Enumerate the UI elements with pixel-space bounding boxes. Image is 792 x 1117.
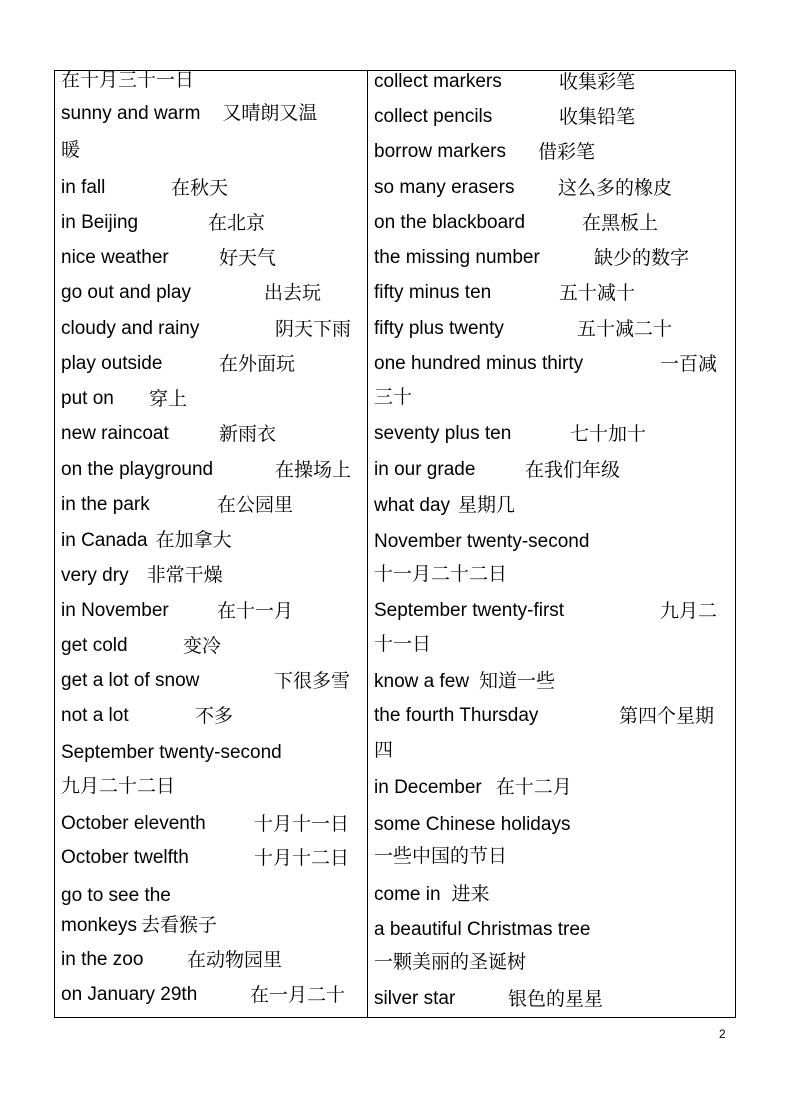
chinese-translation: 在加拿大 <box>155 529 232 551</box>
english-phrase: on the blackboard <box>374 212 526 233</box>
english-phrase: nice weather <box>61 247 169 268</box>
english-phrase: on the playground <box>61 459 214 480</box>
chinese-translation: 在北京 <box>208 212 266 234</box>
table-row <box>374 211 735 235</box>
english-phrase: in fall <box>61 177 106 198</box>
english-phrase: monkeys <box>61 915 138 936</box>
chinese-translation: 下很多雪 <box>274 670 351 692</box>
chinese-translation: 七十加十 <box>570 423 647 445</box>
chinese-translation: 五十减二十 <box>577 318 673 340</box>
english-phrase: October eleventh <box>61 813 206 834</box>
table-row <box>374 493 735 518</box>
english-phrase: one hundred minus thirty <box>374 353 584 374</box>
chinese-translation: 穿上 <box>149 388 188 410</box>
chinese-translation: 在秋天 <box>171 177 229 199</box>
english-phrase: collect pencils <box>374 106 493 127</box>
english-phrase: September twenty-second <box>61 742 282 763</box>
left-column <box>55 71 368 1017</box>
chinese-translation: 三十 <box>374 386 413 408</box>
chinese-translation: 第四个星期 <box>619 705 715 727</box>
table-row <box>61 68 367 93</box>
table-row <box>374 775 735 800</box>
table-row <box>61 812 367 836</box>
english-phrase: in our grade <box>374 459 476 480</box>
table-row <box>61 740 367 765</box>
english-phrase: go out and play <box>61 282 191 303</box>
table-row <box>374 917 735 942</box>
chinese-translation: 不多 <box>195 705 234 727</box>
english-phrase: September twenty-first <box>374 600 565 621</box>
english-phrase: seventy plus ten <box>374 423 512 444</box>
english-phrase: in the zoo <box>61 949 144 970</box>
table-row <box>374 599 735 623</box>
english-phrase: go to see the <box>61 885 171 906</box>
chinese-translation: 九月二 <box>660 600 718 622</box>
table-row <box>374 246 735 270</box>
english-phrase: some Chinese holidays <box>374 814 571 835</box>
english-phrase: in the park <box>61 494 150 515</box>
chinese-translation: 变冷 <box>183 635 222 657</box>
table-row <box>61 101 367 126</box>
chinese-translation: 知道一些 <box>479 670 556 692</box>
english-phrase: the missing number <box>374 247 540 268</box>
table-row <box>374 812 735 837</box>
english-phrase: borrow markers <box>374 141 506 162</box>
english-phrase: new raincoat <box>61 423 169 444</box>
table-row <box>61 176 367 200</box>
english-phrase: the fourth Thursday <box>374 705 539 726</box>
chinese-translation: 四 <box>374 739 394 761</box>
table-row <box>374 385 735 410</box>
table-row <box>61 493 367 517</box>
chinese-translation: 在黑板上 <box>582 212 659 234</box>
table-row <box>61 563 367 588</box>
english-phrase: know a few <box>374 671 470 692</box>
table-row <box>374 281 735 305</box>
table-row <box>374 632 735 657</box>
table-row <box>374 882 735 907</box>
table-row <box>374 140 735 164</box>
table-row <box>374 704 735 728</box>
right-column <box>368 71 735 1017</box>
english-phrase: fifty plus twenty <box>374 318 504 339</box>
table-row <box>61 246 367 270</box>
chinese-translation: 一颗美丽的圣诞树 <box>374 951 527 973</box>
table-row <box>61 422 367 446</box>
chinese-translation: 在一月二十 <box>250 984 346 1006</box>
english-phrase: sunny and warm <box>61 103 201 124</box>
chinese-translation: 这么多的橡皮 <box>558 177 673 199</box>
chinese-translation: 收集彩笔 <box>559 71 636 93</box>
table-row <box>374 738 735 763</box>
table-row <box>374 352 735 376</box>
chinese-translation: 出去玩 <box>264 282 322 304</box>
table-row <box>61 983 367 1007</box>
chinese-translation: 在十二月 <box>495 776 572 798</box>
table-row <box>374 105 735 129</box>
chinese-translation: 十一日 <box>374 633 432 655</box>
chinese-translation: 去看猴子 <box>141 914 218 936</box>
table-row <box>61 634 367 658</box>
chinese-translation: 十一月二十二日 <box>374 563 508 585</box>
table-row <box>61 317 367 341</box>
english-phrase: very dry <box>61 565 129 586</box>
chinese-translation: 在动物园里 <box>187 949 283 971</box>
english-phrase: what day <box>374 495 451 516</box>
english-phrase: not a lot <box>61 705 129 726</box>
table-row <box>374 987 735 1011</box>
english-phrase: play outside <box>61 353 163 374</box>
chinese-translation: 银色的星星 <box>508 988 604 1010</box>
chinese-translation: 阴天下雨 <box>275 318 352 340</box>
chinese-translation: 在我们年级 <box>525 459 621 481</box>
english-phrase: in Beijing <box>61 212 139 233</box>
chinese-translation: 一百减 <box>660 353 718 375</box>
english-phrase: on January 29th <box>61 984 198 1005</box>
chinese-translation: 非常干燥 <box>146 564 223 586</box>
table-row <box>61 704 367 728</box>
table-row <box>374 529 735 554</box>
chinese-translation: 暖 <box>61 139 81 161</box>
table-row <box>374 422 735 446</box>
english-phrase: in December <box>374 777 482 798</box>
vocabulary-table <box>54 70 736 1018</box>
english-phrase: in Canada <box>61 530 148 551</box>
table-row <box>61 281 367 305</box>
english-phrase: fifty minus ten <box>374 282 492 303</box>
chinese-translation: 在十月三十一日 <box>61 69 195 91</box>
table-row <box>374 176 735 200</box>
chinese-translation: 在十一月 <box>217 600 294 622</box>
chinese-translation: 缺少的数字 <box>594 247 690 269</box>
table-row <box>374 669 735 694</box>
chinese-translation: 进来 <box>451 883 490 905</box>
chinese-translation: 收集铅笔 <box>559 106 636 128</box>
table-row <box>374 317 735 341</box>
chinese-translation: 在外面玩 <box>219 353 296 375</box>
english-phrase: get a lot of snow <box>61 670 200 691</box>
table-row <box>61 774 367 799</box>
table-row <box>61 458 367 482</box>
table-row <box>374 844 735 869</box>
table-row <box>61 599 367 623</box>
table-row <box>374 950 735 975</box>
chinese-translation: 又晴朗又温 <box>222 102 318 124</box>
chinese-translation: 借彩笔 <box>538 141 596 163</box>
table-row <box>61 669 367 693</box>
chinese-translation: 五十减十 <box>559 282 636 304</box>
chinese-translation: 十月十二日 <box>254 847 350 869</box>
english-phrase: collect markers <box>374 71 502 92</box>
table-row <box>61 211 367 235</box>
english-phrase: so many erasers <box>374 177 515 198</box>
chinese-translation: 在公园里 <box>217 494 294 516</box>
table-row <box>61 883 367 908</box>
chinese-translation: 星期几 <box>458 494 516 516</box>
table-row <box>61 387 367 411</box>
english-phrase: October twelfth <box>61 847 189 868</box>
english-phrase: November twenty-second <box>374 531 590 552</box>
chinese-translation: 九月二十二日 <box>61 775 176 797</box>
english-phrase: silver star <box>374 988 456 1009</box>
table-row <box>61 948 367 972</box>
table-row <box>61 352 367 376</box>
chinese-translation: 十月十一日 <box>254 813 350 835</box>
page-number: 2 <box>719 1027 726 1041</box>
english-phrase: a beautiful Christmas tree <box>374 919 591 940</box>
table-row <box>374 562 735 587</box>
english-phrase: come in <box>374 884 441 905</box>
english-phrase: put on <box>61 388 114 409</box>
chinese-translation: 一些中国的节日 <box>374 845 508 867</box>
table-row <box>374 458 735 482</box>
table-row <box>374 70 735 94</box>
table-row <box>61 138 367 163</box>
english-phrase: get cold <box>61 635 128 656</box>
table-row <box>61 528 367 553</box>
english-phrase: cloudy and rainy <box>61 318 200 339</box>
chinese-translation: 在操场上 <box>275 459 352 481</box>
table-row <box>61 846 367 870</box>
table-row <box>61 913 367 938</box>
english-phrase: in November <box>61 600 169 621</box>
chinese-translation: 新雨衣 <box>219 423 277 445</box>
chinese-translation: 好天气 <box>219 247 277 269</box>
